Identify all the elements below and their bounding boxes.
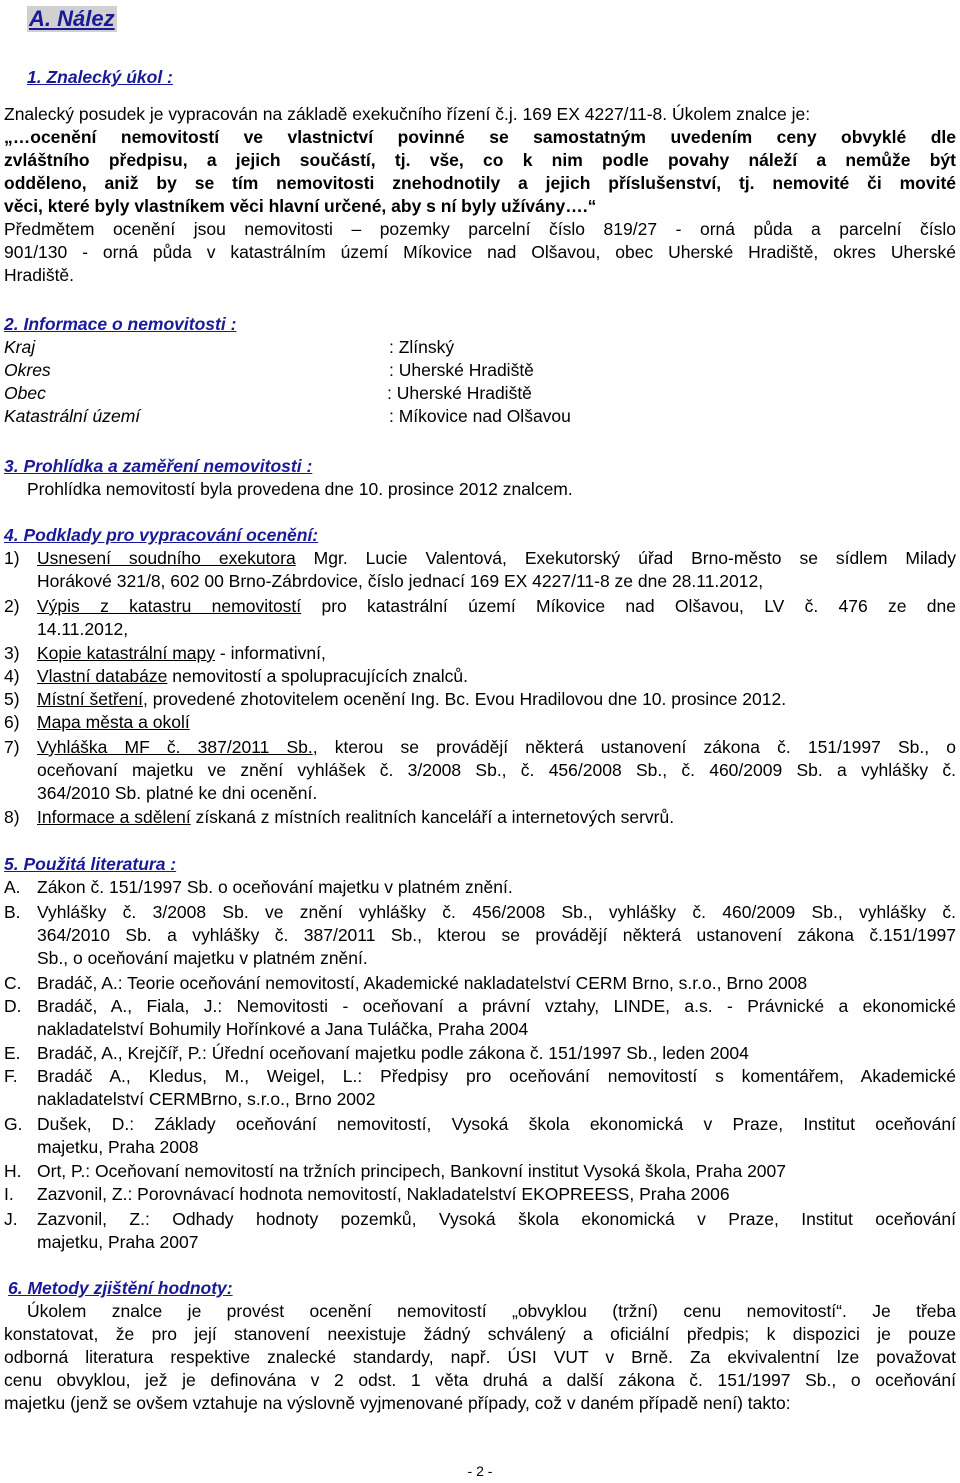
list-letter: E. bbox=[4, 1043, 21, 1063]
list-item-text: - informativní, bbox=[215, 643, 326, 663]
list-item-title: Vyhláška MF č. 387/2011 Sb. bbox=[37, 737, 313, 757]
paragraph-line: věci, které byly vlastníkem věci hlavní určené, aby s ní byly užívány….“ bbox=[4, 196, 597, 216]
property-value-okres: : Uherské Hradiště bbox=[389, 360, 534, 380]
property-label-kraj: Kraj bbox=[4, 337, 36, 357]
reference-item-continuation: majetku, Praha 2008 bbox=[37, 1137, 199, 1157]
list-item-text: Mgr. Lucie Valentová, Exekutorský úřad Brno-město se sídlem Milady bbox=[295, 548, 956, 568]
reference-item: Bradáč, A., Fiala, J.: Nemovitosti - oceňovaní a právní vztahy, LINDE, a.s. - Právnické a ekonomické bbox=[37, 996, 956, 1016]
list-item-continuation: 14.11.2012, bbox=[37, 619, 129, 639]
list-number: 1) bbox=[4, 548, 20, 568]
reference-item: Zazvonil, Z.: Porovnávací hodnota nemovitostí, Nakladatelství EKOPREESS, Praha 2006 bbox=[37, 1184, 730, 1204]
text-span: nemovité či movité bbox=[772, 173, 956, 193]
list-item-title: Vlastní databáze bbox=[37, 666, 168, 686]
paragraph-line bbox=[4, 172, 956, 195]
list-number: 6) bbox=[4, 712, 20, 732]
paragraph-line: odborná literatura respektive znalecké standardy, např. ÚSI VUT v Brně. Za ekvivalentní lze považovat bbox=[4, 1347, 956, 1367]
reference-item: Bradáč, A., Krejčíř, P.: Úřední oceňovaní majetku podle zákona č. 151/1997 Sb., leden 2004 bbox=[37, 1043, 749, 1063]
text-span: vše, co k nim podle povahy náleží a nemůže být bbox=[429, 150, 956, 170]
list-letter: D. bbox=[4, 996, 22, 1016]
list-number: 4) bbox=[4, 666, 20, 686]
paragraph-line: Předmětem ocenění jsou nemovitosti – pozemky parcelní číslo 819/27 - orná půda a parcelní číslo bbox=[4, 219, 956, 239]
paragraph-line: Znalecký posudek je vypracován na základě exekučního řízení č.j. 169 EX 4227/11-8. Úkolem znalce je: bbox=[4, 104, 811, 124]
section-heading-2: 2. Informace o nemovitosti : bbox=[4, 314, 237, 334]
list-letter: I. bbox=[4, 1184, 14, 1204]
list-item bbox=[37, 547, 956, 570]
list-number: 5) bbox=[4, 689, 20, 709]
property-label-okres: Okres bbox=[4, 360, 51, 380]
section-heading-6: 6. Metody zjištění hodnoty: bbox=[8, 1278, 233, 1298]
list-letter: C. bbox=[4, 973, 22, 993]
list-letter: B. bbox=[4, 902, 21, 922]
list-item-title: Usnesení soudního exekutora bbox=[37, 548, 296, 568]
list-item-title: Informace a sdělení bbox=[37, 807, 191, 827]
list-item bbox=[37, 595, 956, 618]
page-number: - 2 - bbox=[467, 1463, 493, 1479]
list-item-text: nemovitostí a spolupracujících znalců. bbox=[167, 666, 468, 686]
list-letter: H. bbox=[4, 1161, 22, 1181]
list-number: 8) bbox=[4, 807, 20, 827]
reference-item-continuation: nakladatelství CERMBrno, s.r.o., Brno 2002 bbox=[37, 1089, 376, 1109]
reference-item: Bradáč A., Kledus, M., Weigel, L.: Předpisy pro oceňování nemovitostí s komentářem, Akademické bbox=[37, 1066, 956, 1086]
text-span: odděleno, aniž by se tím nemovitosti znehodnotily a jejich příslušenství, tj. bbox=[4, 173, 755, 193]
property-label-obec: Obec bbox=[4, 383, 46, 403]
reference-item: Zákon č. 151/1997 Sb. o oceňování majetku v platném znění. bbox=[37, 877, 513, 897]
list-number: 3) bbox=[4, 643, 20, 663]
reference-item: Bradáč, A.: Teorie oceňování nemovitostí, Akademické nakladatelství CERM Brno, s.r.o., Brno 2008 bbox=[37, 973, 808, 993]
list-item-continuation: 364/2010 Sb. platné ke dni ocenění. bbox=[37, 783, 318, 803]
list-item-title: Výpis z katastru nemovitostí bbox=[37, 596, 302, 616]
paragraph-line: cenu obvyklou, jež je definována v 2 odst. 1 věta druhá a další zákona č. 151/1997 Sb., o oceňování bbox=[4, 1370, 956, 1390]
section-heading-1: 1. Znalecký úkol : bbox=[27, 67, 173, 87]
list-item bbox=[37, 806, 674, 829]
list-item bbox=[37, 642, 326, 665]
list-number: 7) bbox=[4, 737, 20, 757]
paragraph-line: 901/130 - orná půda v katastrálním území Míkovice nad Olšavou, obec Uherské Hradiště, okres Uherské bbox=[4, 242, 956, 262]
paragraph-line: „…ocenění nemovitostí ve vlastnictví povinné se samostatným uvedením ceny obvyklé dle bbox=[4, 127, 956, 147]
reference-item: Dušek, D.: Základy oceňování nemovitostí, Vysoká škola ekonomická v Praze, Institut oceňování bbox=[37, 1114, 956, 1134]
paragraph-line: konstatovat, že pro její stanovení neexistuje žádný schválený a oficiální předpis; k dispozici je pouze bbox=[4, 1324, 956, 1344]
list-number: 2) bbox=[4, 596, 20, 616]
list-letter: A. bbox=[4, 877, 21, 897]
reference-item: Zazvonil, Z.: Odhady hodnoty pozemků, Vysoká škola ekonomická v Praze, Institut oceňování bbox=[37, 1209, 956, 1229]
list-item bbox=[37, 711, 190, 734]
property-label-katastralni-uzemi: Katastrální území bbox=[4, 406, 141, 426]
list-item bbox=[37, 736, 956, 759]
list-letter: G. bbox=[4, 1114, 23, 1134]
reference-item-continuation: nakladatelství Bohumily Hořínkové a Jana Tuláčka, Praha 2004 bbox=[37, 1019, 529, 1039]
paragraph-line: Úkolem znalce je provést ocenění nemovitostí „obvyklou (tržní) cenu nemovitostí“. Je třeba bbox=[27, 1301, 956, 1321]
reference-item-continuation: majetku, Praha 2007 bbox=[37, 1232, 199, 1252]
list-item-text: , kterou se provádějí některá ustanovení zákona č. 151/1997 Sb., o bbox=[312, 737, 956, 757]
property-value-obec: : Uherské Hradiště bbox=[387, 383, 532, 403]
list-item-title: Kopie katastrální mapy bbox=[37, 643, 216, 663]
list-item-text: pro katastrální území Míkovice nad Olšavou, LV č. 476 ze dne bbox=[301, 596, 956, 616]
list-item-continuation: Horákové 321/8, 602 00 Brno-Zábrdovice, číslo jednací 169 EX 4227/11-8 ze dne 28.11.2012, bbox=[37, 571, 764, 591]
list-item-title: Mapa města a okolí bbox=[37, 712, 190, 732]
reference-item-continuation: 364/2010 Sb. a vyhlášky č. 387/2011 Sb., kterou se provádějí některá ustanovení zákona č.151/1997 bbox=[37, 925, 956, 945]
list-item-title: Místní šetření bbox=[37, 689, 144, 709]
section-heading-5: 5. Použitá literatura : bbox=[4, 854, 177, 874]
list-item-text: , provedené zhotovitelem ocenění Ing. Bc. Evou Hradilovou dne 10. prosince 2012. bbox=[143, 689, 787, 709]
property-value-kraj: : Zlínský bbox=[389, 337, 455, 357]
paragraph-line: Prohlídka nemovitostí byla provedena dne 10. prosince 2012 znalcem. bbox=[27, 479, 573, 499]
reference-item-continuation: Sb., o oceňování majetku v platném znění. bbox=[37, 948, 368, 968]
paragraph-line bbox=[4, 149, 956, 172]
property-value-katastralni-uzemi: : Míkovice nad Olšavou bbox=[389, 406, 571, 426]
paragraph-line: Hradiště. bbox=[4, 265, 75, 285]
list-item bbox=[37, 665, 468, 688]
list-item-continuation: oceňovaní majetku ve znění vyhlášek č. 3/2008 Sb., č. 456/2008 Sb., č. 460/2009 Sb. a vyhlášky č. bbox=[37, 760, 956, 780]
list-item bbox=[37, 688, 786, 711]
section-heading-4: 4. Podklady pro vypracování ocenění: bbox=[4, 525, 319, 545]
list-item-text: získaná z místních realitních kanceláří a internetových servrů. bbox=[190, 807, 675, 827]
reference-item: Ort, P.: Oceňovaní nemovitostí na tržních principech, Bankovní institut Vysoká škola, Praha 2007 bbox=[37, 1161, 787, 1181]
list-letter: F. bbox=[4, 1066, 18, 1086]
reference-item: Vyhlášky č. 3/2008 Sb. ve znění vyhlášky č. 456/2008 Sb., vyhlášky č. 460/2009 Sb., vyhlášky č. bbox=[37, 902, 956, 922]
text-span: zvláštního předpisu, a jejich součástí, tj. bbox=[4, 150, 411, 170]
list-letter: J. bbox=[4, 1209, 18, 1229]
paragraph-line: majetku (jenž se ovšem vztahuje na výslovně vyjmenované případy, což v daném případě není) takto: bbox=[4, 1393, 791, 1413]
section-heading-3: 3. Prohlídka a zaměření nemovitosti : bbox=[4, 456, 313, 476]
page-title: A. Nález bbox=[29, 6, 115, 31]
